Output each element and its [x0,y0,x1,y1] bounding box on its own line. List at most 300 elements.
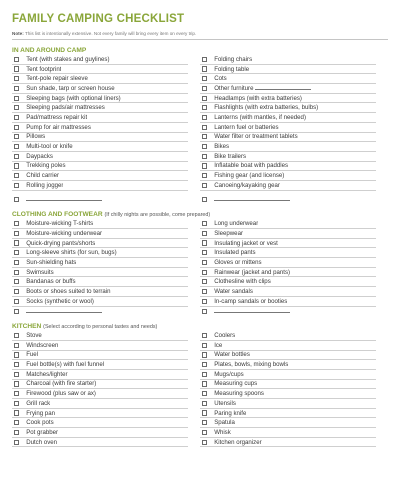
checklist-item-label [26,229,102,238]
checklist-item [12,171,188,181]
item-text: Pad/mattress repair kit [26,113,88,121]
checkbox[interactable] [14,154,19,159]
checklist-item [200,229,376,239]
checkbox[interactable] [14,221,19,226]
item-text: Frying pan [26,409,55,417]
checkbox[interactable] [202,86,207,91]
item-text: In-camp sandals or booties [214,297,288,305]
item-text: Tent footprint [26,65,62,73]
item-text: Measuring spoons [214,390,264,398]
checklist-item-label [214,379,257,388]
checklist-item-label [26,171,59,180]
item-text: Folding chairs [214,55,253,63]
checkbox[interactable] [202,134,207,139]
checklist-item [200,307,376,317]
checklist-item [12,162,188,172]
checkbox[interactable] [14,86,19,91]
item-text: Moisture-wicking underwear [26,229,103,237]
checklist-item-label [214,341,222,350]
checkbox[interactable] [202,289,207,294]
checklist-item [200,94,376,104]
checklist-item [200,409,376,419]
checklist-item-label [26,438,57,447]
checkbox[interactable] [202,343,207,348]
item-text: Multi-tool or knife [26,143,73,151]
checkbox[interactable] [202,440,207,445]
item-text: Socks (synthetic or wool) [26,297,94,305]
checkbox[interactable] [14,410,19,415]
item-text: Insulating jacket or vest [214,239,278,247]
checkbox[interactable] [14,173,19,178]
item-text: Plates, bowls, mixing bowls [214,361,289,369]
item-text: Ice [214,341,223,349]
item-text: Sleepwear [214,229,243,237]
checkbox[interactable] [202,144,207,149]
checkbox[interactable] [202,221,207,226]
note-label: Note: [12,31,24,36]
item-text: Pump for air mattresses [26,123,91,131]
checklist-item-label [214,142,229,151]
checkbox[interactable] [202,163,207,168]
item-text: Quick-drying pants/shorts [26,239,96,247]
section-heading: IN AND AROUND CAMP [12,47,87,54]
section-title [12,210,388,219]
checklist-item-label [214,229,243,238]
checklist-item-label [26,287,110,296]
checklist-column-right [200,55,376,204]
checklist-item-label [26,379,96,388]
checklist-item-label [26,277,75,286]
section-title [12,46,388,55]
item-text: Swimsuits [26,268,54,276]
checklist-item-label [214,103,318,112]
checkbox[interactable] [202,250,207,255]
checkbox[interactable] [202,105,207,110]
checklist-item-label [26,428,58,437]
checkbox[interactable] [14,401,19,406]
checkbox[interactable] [14,381,19,386]
checklist-item-label [214,55,252,64]
write-in-line[interactable] [214,307,290,313]
item-text: Water filter or treatment tablets [214,133,298,141]
item-text: Long underwear [214,220,259,228]
checkbox[interactable] [14,250,19,255]
checkbox[interactable] [202,96,207,101]
checklist-item [200,65,376,75]
section-heading: KITCHEN [12,323,42,331]
item-text: Sleeping pads/air mattresses [26,104,105,112]
item-text: Kitchen organizer [214,438,262,446]
checklist-item-label [214,409,246,418]
checkbox[interactable] [14,105,19,110]
checklist-item-label [26,307,102,316]
checklist-item-label [214,418,235,427]
item-text: Long-sleeve shirts (for sun, bugs) [26,249,117,257]
checklist-column-left [12,219,188,316]
checklist-item-label [214,287,253,296]
checklist-item [200,297,376,307]
checklist-item [12,229,188,239]
checkbox[interactable] [14,125,19,130]
checkbox[interactable] [202,362,207,367]
checklist-item [12,307,188,317]
item-text: Insulated pants [214,249,256,257]
checklist-item-label [214,113,306,122]
checklist-item [200,195,376,205]
checkbox[interactable] [202,154,207,159]
checklist-item [12,239,188,249]
item-text: Windscreen [26,341,59,349]
checkbox[interactable] [14,333,19,338]
checkbox[interactable] [14,343,19,348]
checklist-item [200,103,376,113]
checklist-item-label [26,55,109,64]
checklist-item [12,74,188,84]
item-text: Gloves or mittens [214,258,262,266]
checklist-item [12,181,188,191]
checklist-item [12,370,188,380]
checklist-item-label [214,331,235,340]
checklist-item [12,287,188,297]
checklist-item-label [26,297,94,306]
checklist-item-label [214,297,287,306]
checklist-item [200,438,376,448]
item-text: Matches/lighter [26,370,68,378]
checkbox[interactable] [14,240,19,245]
checkbox[interactable] [202,410,207,415]
checkbox[interactable] [14,144,19,149]
item-text: Child carrier [26,172,60,180]
checklist-grid [12,331,388,447]
checklist-item-label [214,258,261,267]
checklist-item-label [26,360,104,369]
checklist-column-right [200,219,376,316]
checkbox[interactable] [14,231,19,236]
item-text: Boots or shoes suited to terrain [26,287,111,295]
checklist-item [200,360,376,370]
checkbox[interactable] [14,309,19,314]
checkbox[interactable] [202,333,207,338]
checklist-item-label [26,239,95,248]
checkbox[interactable] [202,279,207,284]
item-text: Water sandals [214,287,253,295]
checkbox[interactable] [202,125,207,130]
checklist-item [12,123,188,133]
item-text: Bikes [214,143,230,151]
checklist-item [12,389,188,399]
checklist-item-label [214,389,264,398]
checklist-item-label [214,370,243,379]
item-text: Measuring cups [214,380,258,388]
item-text: Rainwear (jacket and pants) [214,268,291,276]
checklist-item [12,297,188,307]
checkbox[interactable] [14,197,19,202]
checklist-item [200,380,376,390]
checklist-item-label [26,74,88,83]
write-in-line[interactable] [26,307,102,313]
checklist-item [12,351,188,361]
checkbox[interactable] [14,115,19,120]
checklist-item-label [214,307,290,316]
checklist-item-label [26,195,102,204]
checkbox[interactable] [14,352,19,357]
checkbox[interactable] [202,173,207,178]
item-text: Dutch oven [26,438,58,446]
checklist-item [12,195,188,205]
item-text: Inflatable boat with paddles [214,162,289,170]
checklist-item-label [214,84,311,93]
checkbox[interactable] [14,289,19,294]
checkbox[interactable] [14,96,19,101]
item-text: Coolers [214,332,236,340]
checklist-item [12,277,188,287]
checklist-item-label [214,94,302,103]
checklist-item [200,171,376,181]
checklist-item-label [26,113,87,122]
checkbox[interactable] [202,270,207,275]
item-text: Water bottles [214,351,250,359]
checkbox[interactable] [14,260,19,265]
checklist-item-label [26,350,38,359]
checklist-item [200,248,376,258]
item-text: Utensils [214,399,236,407]
checkbox[interactable] [202,76,207,81]
checklist-item [200,162,376,172]
checklist-page [12,0,388,447]
sections-container [12,46,388,447]
checkbox[interactable] [14,66,19,71]
checkbox[interactable] [202,372,207,377]
checklist-item-label [214,277,271,286]
checkbox[interactable] [202,391,207,396]
item-text: Headlamps (with extra batteries) [214,94,302,102]
item-text: Fuel bottle(s) with fuel funnel [26,361,105,369]
checklist-item [200,152,376,162]
checklist-item-label [214,171,284,180]
checkbox[interactable] [14,279,19,284]
checklist-item [12,428,188,438]
checklist-item [200,351,376,361]
item-text: Whisk [214,428,231,436]
item-text: Fuel [26,351,39,359]
item-text: Spatula [214,419,235,427]
checklist-item-label [214,195,290,204]
item-text: Trekking poles [26,162,66,170]
checkbox[interactable] [14,270,19,275]
checklist-item [12,219,188,229]
checkbox[interactable] [202,401,207,406]
section-title [12,322,388,331]
checklist-item [12,94,188,104]
checklist-item-label [214,65,249,74]
checkbox[interactable] [202,352,207,357]
checklist-item [12,133,188,143]
item-text: Cook pots [26,419,54,427]
checklist-item [200,55,376,65]
checklist-item-label [214,181,280,190]
item-text: Charcoal (with fire starter) [26,380,97,388]
checkbox[interactable] [14,299,19,304]
item-text: Cots [214,75,227,83]
checklist-item-label [26,152,53,161]
checkbox[interactable] [14,372,19,377]
checklist-item-label [26,132,45,141]
item-text: Other furniture [214,84,254,92]
checklist-item-label [214,152,246,161]
checkbox[interactable] [202,309,207,314]
item-text: Clothesline with clips [214,278,271,286]
checklist-item [200,84,376,94]
item-text: Paring knife [214,409,247,417]
note-text: This list is intentionally extensive. Not every family will bring every item on every trip. [24,31,197,36]
item-text: Canoeing/kayaking gear [214,181,280,189]
checklist-item-label [214,428,231,437]
checklist-item [12,438,188,448]
checkbox[interactable] [202,381,207,386]
checklist-item-label [214,239,278,248]
item-text: Fishing gear (and license) [214,172,285,180]
checkbox[interactable] [14,430,19,435]
checklist-item [200,287,376,297]
item-text: Rolling jogger [26,181,64,189]
checklist-item-label [26,84,114,93]
checkbox[interactable] [202,115,207,120]
write-in-line[interactable] [214,195,290,201]
note [12,31,388,40]
checklist-item-label [214,350,250,359]
checklist-item-label [214,132,297,141]
item-text: Daypacks [26,152,53,160]
checklist-item-label [214,219,258,228]
checklist-item [12,331,188,341]
checklist-item [200,74,376,84]
checklist-item-label [214,123,278,132]
item-text: Stove [26,332,42,340]
checklist-item-label [26,219,93,228]
checklist-item [200,219,376,229]
checklist-item [12,152,188,162]
section-subtitle: (If chilly nights are possible, come prepared) [104,212,211,219]
checklist-item-label [26,418,53,427]
checklist-item-label [214,438,261,447]
item-text: Grill rack [26,399,51,407]
checklist-column-right [200,331,376,447]
checkbox[interactable] [202,420,207,425]
item-text: Bike trailers [214,152,247,160]
checklist-item [12,55,188,65]
checklist-item [200,277,376,287]
checklist-column-left [12,331,188,447]
item-text: Flashlights (with extra batteries, bulbs) [214,104,319,112]
checkbox[interactable] [14,134,19,139]
write-in-line[interactable] [255,84,311,90]
item-text: Tent-pole repair sleeve [26,75,88,83]
item-text: Sun-shielding hats [26,258,77,266]
checklist-item-label [26,103,105,112]
checkbox[interactable] [202,240,207,245]
checklist-item-label [214,399,236,408]
checkbox[interactable] [202,430,207,435]
section-heading: CLOTHING AND FOOTWEAR [12,211,103,219]
item-text: Mugs/cups [214,370,244,378]
checklist-item-label [26,389,96,398]
checklist-item [12,360,188,370]
checklist-item-label [26,399,50,408]
checklist-item-label [214,248,255,257]
checklist-item-label [214,74,227,83]
item-text: Firewood (plus saw or ax) [26,390,96,398]
checklist-item-label [26,181,63,190]
checklist-item-label [214,161,288,170]
checkbox[interactable] [14,391,19,396]
checklist-item [200,331,376,341]
checkbox[interactable] [14,420,19,425]
item-text: Lantern fuel or batteries [214,123,279,131]
checkbox[interactable] [14,57,19,62]
checkbox[interactable] [202,197,207,202]
checkbox[interactable] [14,163,19,168]
checklist-item [200,142,376,152]
checklist-item [12,103,188,113]
checkbox[interactable] [202,260,207,265]
checkbox[interactable] [14,362,19,367]
checklist-item [12,113,188,123]
checklist-item-label [26,258,76,267]
checklist-item [200,268,376,278]
checklist-item [200,418,376,428]
checklist-item [12,418,188,428]
checklist-item [12,341,188,351]
write-in-line[interactable] [26,195,102,201]
page-title: FAMILY CAMPING CHECKLIST [12,13,185,25]
checklist-item-label [26,94,121,103]
checklist-item [200,181,376,191]
checklist-item [200,113,376,123]
checkbox[interactable] [202,299,207,304]
checklist-item [12,248,188,258]
item-text: Tent (with stakes and guylines) [26,55,110,63]
checklist-grid [12,219,388,316]
checklist-item [200,370,376,380]
item-text: Pillows [26,133,46,141]
checkbox[interactable] [202,183,207,188]
checklist-item [200,399,376,409]
checkbox[interactable] [202,231,207,236]
item-text: Pot grabber [26,428,59,436]
item-text: Sun shade, tarp or screen house [26,84,115,92]
checklist-item [200,133,376,143]
checklist-item-label [26,370,67,379]
checklist-item [200,123,376,133]
checkbox[interactable] [14,183,19,188]
checklist-item [12,409,188,419]
checklist-grid [12,55,388,204]
item-text: Sleeping bags (with optional liners) [26,94,121,102]
checkbox[interactable] [14,440,19,445]
checklist-item-label [26,248,116,257]
checklist-item [12,142,188,152]
checklist-item [12,84,188,94]
checklist-item-label [214,268,290,277]
item-text: Bandanas or buffs [26,278,76,286]
checklist-item-label [26,142,72,151]
checkbox[interactable] [202,57,207,62]
checkbox[interactable] [202,66,207,71]
checkbox[interactable] [14,76,19,81]
checklist-item [200,341,376,351]
checklist-item [12,380,188,390]
item-text: Lanterns (with mantles, if needed) [214,113,306,121]
